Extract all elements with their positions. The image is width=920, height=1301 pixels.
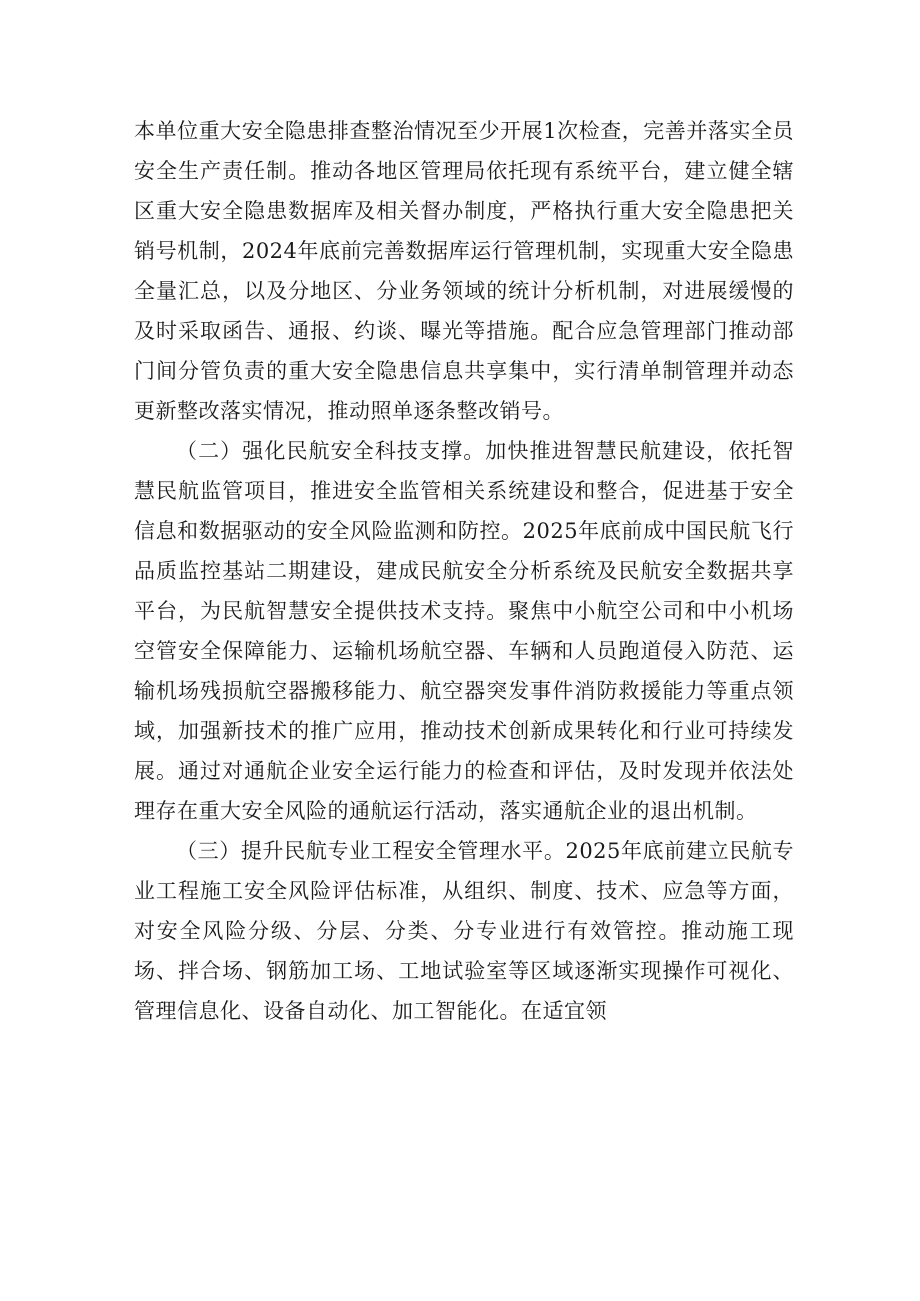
paragraph-engineering-safety: （三）提升民航专业工程安全管理水平。2025年底前建立民航专业工程施工安全风险评估标准，从组织、制度、技术、应急等方面，对安全风险分级、分层、分类、分专业进行有效管控。推动施工现场、拌合场、钢筋加工场、工地试验室等区域逐渐实现操作可视化、管理信息化、设备自动化、加工智能化。在适宜领 xyxy=(134,839,794,1023)
paragraph-tech-support: （二）强化民航安全科技支撑。加快推进智慧民航建设，依托智慧民航监管项目，推进安全监管相关系统建设和整合，促进基于安全信息和数据驱动的安全风险监测和防控。2025年底前成中国民航飞行品质监控基站二期建设，建成民航安全分析系统及民航安全数据共享平台，为民航智慧安全提供技术支持。聚焦中小航空公司和中小机场空管安全保障能力、运输机场航空器、车辆和人员跑道侵入防范、运输机场残损航空器搬移能力、航空器突发事件消防救援能力等重点领域，加强新技术的推广应用，推动技术创新成果转化和行业可持续发展。通过对通航企业安全运行能力的检查和评估，及时发现并依法处理存在重大安全风险的通航运行活动，落实通航企业的退出机制。 xyxy=(134,439,794,823)
paragraph-hazard-inspection: 本单位重大安全隐患排查整治情况至少开展1次检查，完善并落实全员安全生产责任制。推动各地区管理局依托现有系统平台，建立健全辖区重大安全隐患数据库及相关督办制度，严格执行重大安全隐患把关销号机制，2024年底前完善数据库运行管理机制，实现重大安全隐患全量汇总，以及分地区、分业务领域的统计分析机制，对进展缓慢的及时采取函告、通报、约谈、曝光等措施。配合应急管理部门推动部门间分管负责的重大安全隐患信息共享集中，实行清单制管理并动态更新整改落实情况，推动照单逐条整改销号。 xyxy=(134,119,794,423)
document-body xyxy=(134,111,794,1031)
